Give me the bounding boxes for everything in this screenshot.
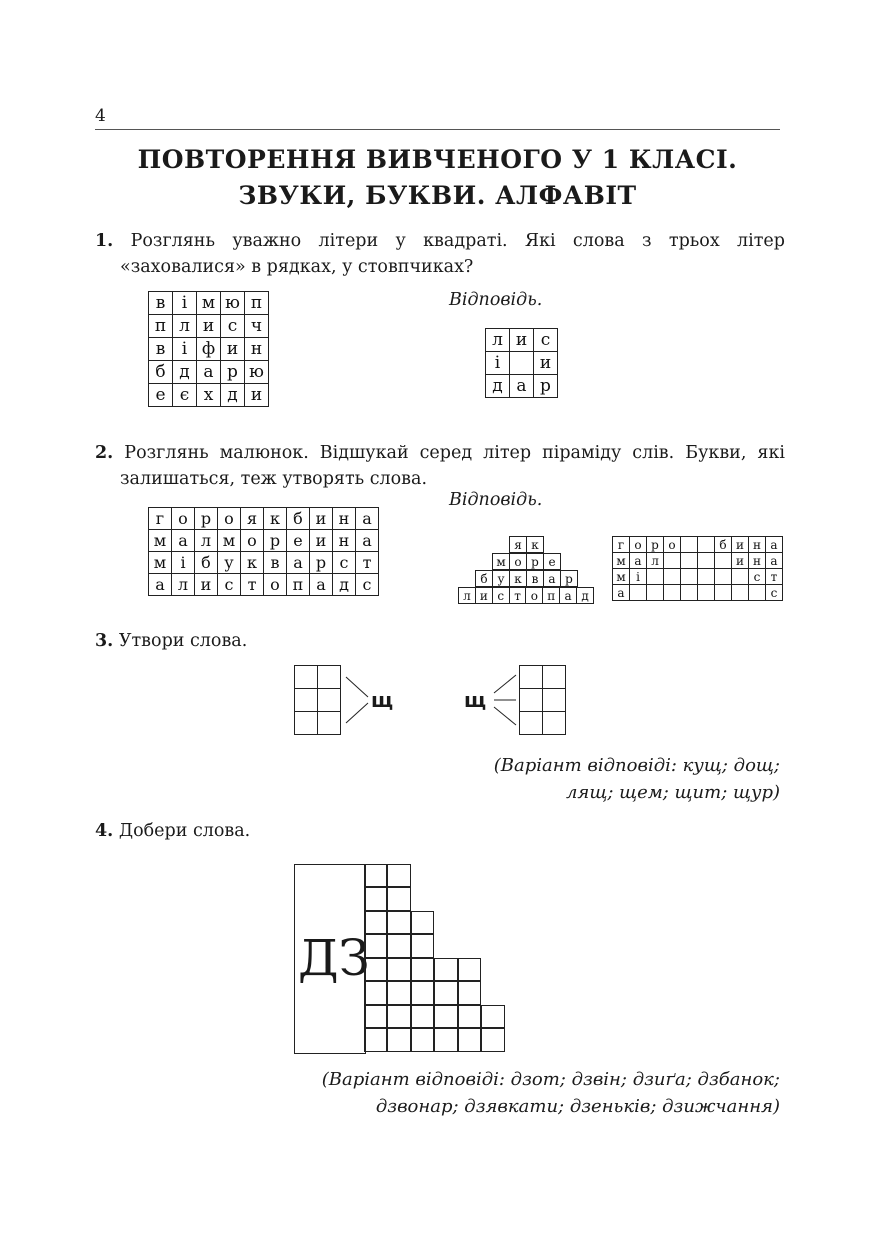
grid-cell: д bbox=[333, 574, 356, 596]
grid-cell: г bbox=[613, 537, 630, 553]
pyramid-row bbox=[459, 588, 594, 604]
grid-cell: и bbox=[510, 329, 534, 352]
grid-row bbox=[613, 553, 783, 569]
pyramid-row bbox=[493, 554, 561, 570]
grid-cell: в bbox=[264, 552, 287, 574]
grid-cell: и bbox=[310, 530, 333, 552]
grid-cell: є bbox=[173, 384, 197, 407]
grid-cell: х bbox=[197, 384, 221, 407]
grid-cell: ю bbox=[245, 361, 269, 384]
grid-cell: н bbox=[333, 530, 356, 552]
grid-cell: о bbox=[241, 530, 264, 552]
grid-cell: и bbox=[195, 574, 218, 596]
grid-cell: с bbox=[221, 315, 245, 338]
grid-cell: р bbox=[221, 361, 245, 384]
grid-cell: ф bbox=[197, 338, 221, 361]
grid-cell: к bbox=[264, 508, 287, 530]
grid-cell: а bbox=[510, 375, 534, 398]
grid-row bbox=[149, 384, 269, 407]
grid-cell: а bbox=[310, 574, 333, 596]
grid-cell: б bbox=[149, 361, 173, 384]
task-3 bbox=[95, 628, 785, 654]
task-4-text: Добери слова. bbox=[118, 821, 251, 841]
grid-cell bbox=[664, 553, 681, 569]
grid-cell: а bbox=[613, 585, 630, 601]
grid-cell bbox=[681, 585, 698, 601]
grid-cell: о bbox=[510, 554, 527, 570]
grid-cell: л bbox=[173, 315, 197, 338]
grid-cell: т bbox=[241, 574, 264, 596]
grid-cell bbox=[543, 666, 566, 689]
grid-cell bbox=[543, 712, 566, 735]
staircase-cell bbox=[434, 1028, 458, 1052]
staircase-cell bbox=[364, 887, 388, 911]
task-4-number: 4. bbox=[95, 821, 114, 841]
grid-cell: р bbox=[310, 552, 333, 574]
grid-cell: о bbox=[526, 588, 543, 604]
grid-cell: я bbox=[241, 508, 264, 530]
task-2-number: 2. bbox=[95, 443, 114, 463]
grid-cell bbox=[510, 352, 534, 375]
grid-cell: а bbox=[766, 537, 783, 553]
grid-cell: о bbox=[264, 574, 287, 596]
grid-cell: і bbox=[486, 352, 510, 375]
grid-cell bbox=[681, 569, 698, 585]
grid-cell: о bbox=[218, 508, 241, 530]
grid-cell bbox=[318, 712, 341, 735]
grid-cell: с bbox=[766, 585, 783, 601]
grid-cell bbox=[749, 585, 766, 601]
staircase-cell bbox=[364, 934, 388, 958]
box-row bbox=[520, 666, 566, 689]
grid-row bbox=[486, 329, 558, 352]
grid-row bbox=[149, 338, 269, 361]
grid-cell: о bbox=[172, 508, 195, 530]
staircase-cell bbox=[481, 1005, 505, 1029]
task-4-answer-line2: дзвонар; дзявкати; дзеньків; дзижчання) bbox=[375, 1096, 780, 1117]
grid-row bbox=[613, 537, 783, 553]
grid-cell: р bbox=[647, 537, 664, 553]
grid-cell: і bbox=[173, 292, 197, 315]
staircase-cell bbox=[458, 1005, 482, 1029]
staircase-cell bbox=[434, 958, 458, 982]
grid-cell: н bbox=[749, 553, 766, 569]
grid-cell: а bbox=[356, 508, 379, 530]
task-2-answer-label: Відповідь. bbox=[449, 490, 543, 510]
grid-cell bbox=[681, 537, 698, 553]
staircase-cell bbox=[387, 864, 411, 888]
task-3-right-box bbox=[519, 665, 566, 735]
staircase-cell bbox=[364, 911, 388, 935]
grid-cell: о bbox=[664, 537, 681, 553]
staircase-cell bbox=[364, 958, 388, 982]
task-3-left-letter: щ bbox=[371, 688, 394, 712]
grid-cell: р bbox=[264, 530, 287, 552]
grid-row bbox=[149, 530, 379, 552]
grid-cell: у bbox=[493, 571, 510, 587]
pyramid-row-4 bbox=[458, 587, 594, 604]
task-1-number: 1. bbox=[95, 231, 114, 251]
task-3-right-letter: щ bbox=[464, 688, 487, 712]
grid-cell: л bbox=[172, 574, 195, 596]
grid-cell bbox=[698, 569, 715, 585]
grid-cell: м bbox=[149, 552, 172, 574]
grid-cell: р bbox=[534, 375, 558, 398]
grid-cell bbox=[295, 712, 318, 735]
grid-cell: а bbox=[287, 552, 310, 574]
grid-cell: и bbox=[475, 588, 492, 604]
grid-cell: и bbox=[732, 537, 749, 553]
grid-row bbox=[613, 585, 783, 601]
grid-cell: а bbox=[766, 553, 783, 569]
grid-cell: в bbox=[149, 292, 173, 315]
grid-cell bbox=[732, 569, 749, 585]
page-title-line2: ЗВУКИ, БУКВИ. АЛФАВІТ bbox=[238, 181, 637, 210]
grid-cell bbox=[715, 569, 732, 585]
task-1-letter-grid bbox=[148, 291, 269, 407]
grid-cell: и bbox=[534, 352, 558, 375]
task-3-number: 3. bbox=[95, 631, 114, 651]
page-title-line1: ПОВТОРЕННЯ ВИВЧЕНОГО У 1 КЛАСІ. bbox=[137, 145, 738, 174]
task-1 bbox=[95, 228, 785, 280]
staircase-cell bbox=[387, 887, 411, 911]
staircase-cell bbox=[458, 958, 482, 982]
grid-cell: а bbox=[560, 588, 577, 604]
staircase-cell bbox=[481, 1028, 505, 1052]
task-1-answer-label: Відповідь. bbox=[449, 290, 543, 310]
staircase-cell bbox=[387, 981, 411, 1005]
grid-cell bbox=[520, 666, 543, 689]
pyramid-row bbox=[510, 537, 544, 553]
task-4-letters: ДЗ bbox=[298, 929, 370, 987]
grid-cell: п bbox=[287, 574, 310, 596]
staircase-cell bbox=[434, 1005, 458, 1029]
box-row bbox=[520, 712, 566, 735]
staircase-cell bbox=[458, 1028, 482, 1052]
grid-cell bbox=[647, 569, 664, 585]
grid-cell: и bbox=[310, 508, 333, 530]
grid-row bbox=[149, 292, 269, 315]
grid-cell: д bbox=[221, 384, 245, 407]
grid-cell bbox=[681, 553, 698, 569]
grid-cell: д bbox=[486, 375, 510, 398]
task-3-left-box bbox=[294, 665, 341, 735]
grid-cell: д bbox=[577, 588, 594, 604]
grid-cell bbox=[715, 585, 732, 601]
grid-cell: с bbox=[333, 552, 356, 574]
staircase-cell bbox=[411, 934, 435, 958]
box-row bbox=[295, 666, 341, 689]
grid-cell bbox=[630, 585, 647, 601]
grid-cell: с bbox=[534, 329, 558, 352]
grid-cell: н bbox=[245, 338, 269, 361]
grid-cell bbox=[520, 689, 543, 712]
grid-cell: б bbox=[715, 537, 732, 553]
task-3-answer-line1: (Варіант відповіді: кущ; дощ; bbox=[493, 755, 780, 776]
task-2-text: Розглянь малюнок. Відшукай серед літер піраміду слів. Букви, які залишаться, теж утворять слова. bbox=[120, 443, 785, 489]
grid-row bbox=[149, 508, 379, 530]
grid-cell: в bbox=[527, 571, 544, 587]
grid-cell: р bbox=[561, 571, 578, 587]
grid-cell: и bbox=[197, 315, 221, 338]
grid-cell: б bbox=[476, 571, 493, 587]
grid-row bbox=[149, 574, 379, 596]
grid-cell bbox=[664, 569, 681, 585]
task-1-text: Розглянь уважно літери у квадраті. Які слова з трьох літер «заховалися» в рядках, у стовпчиках? bbox=[120, 231, 785, 277]
staircase-cell bbox=[387, 958, 411, 982]
grid-cell: б bbox=[287, 508, 310, 530]
pyramid-row-1 bbox=[509, 536, 544, 553]
staircase-cell bbox=[434, 981, 458, 1005]
grid-cell bbox=[732, 585, 749, 601]
header-rule bbox=[95, 129, 780, 130]
task-2 bbox=[95, 440, 785, 492]
grid-cell bbox=[520, 712, 543, 735]
staircase-cell bbox=[411, 1028, 435, 1052]
staircase-cell bbox=[364, 1005, 388, 1029]
pyramid-row bbox=[476, 571, 578, 587]
grid-cell: л bbox=[486, 329, 510, 352]
task-3-left-connector bbox=[342, 665, 372, 735]
grid-cell: ю bbox=[221, 292, 245, 315]
grid-cell: с bbox=[492, 588, 509, 604]
grid-cell: п bbox=[245, 292, 269, 315]
grid-cell: м bbox=[613, 569, 630, 585]
grid-cell: м bbox=[197, 292, 221, 315]
grid-cell bbox=[647, 585, 664, 601]
grid-cell: н bbox=[749, 537, 766, 553]
grid-cell bbox=[715, 553, 732, 569]
grid-cell: р bbox=[195, 508, 218, 530]
grid-cell: а bbox=[172, 530, 195, 552]
grid-cell: ч bbox=[245, 315, 269, 338]
task-3-right-connector bbox=[490, 665, 520, 735]
grid-cell bbox=[318, 666, 341, 689]
grid-cell bbox=[295, 689, 318, 712]
grid-cell: е bbox=[149, 384, 173, 407]
grid-cell: к bbox=[241, 552, 264, 574]
task-1-answer-grid bbox=[485, 328, 558, 398]
staircase-cell bbox=[411, 911, 435, 935]
grid-cell: р bbox=[527, 554, 544, 570]
grid-cell bbox=[698, 585, 715, 601]
staircase-cell bbox=[411, 1005, 435, 1029]
pyramid-row-3 bbox=[475, 570, 578, 587]
grid-cell: м bbox=[613, 553, 630, 569]
task-4 bbox=[95, 818, 785, 844]
staircase-cell bbox=[411, 958, 435, 982]
grid-cell: а bbox=[630, 553, 647, 569]
box-row bbox=[520, 689, 566, 712]
grid-cell: л bbox=[459, 588, 476, 604]
staircase-cell bbox=[364, 981, 388, 1005]
task-2-letter-grid bbox=[148, 507, 379, 596]
pyramid-row-2 bbox=[492, 553, 561, 570]
grid-cell: е bbox=[544, 554, 561, 570]
grid-cell: і bbox=[630, 569, 647, 585]
grid-cell: м bbox=[218, 530, 241, 552]
grid-cell: т bbox=[766, 569, 783, 585]
grid-row bbox=[613, 569, 783, 585]
grid-cell: т bbox=[356, 552, 379, 574]
grid-row bbox=[149, 552, 379, 574]
grid-cell: л bbox=[195, 530, 218, 552]
grid-cell: к bbox=[510, 571, 527, 587]
grid-cell bbox=[698, 553, 715, 569]
grid-cell: и bbox=[732, 553, 749, 569]
grid-cell: г bbox=[149, 508, 172, 530]
grid-cell: п bbox=[543, 588, 560, 604]
box-row bbox=[295, 689, 341, 712]
grid-cell: т bbox=[509, 588, 526, 604]
grid-cell bbox=[295, 666, 318, 689]
staircase-cell bbox=[411, 981, 435, 1005]
staircase-cell bbox=[387, 934, 411, 958]
grid-cell: н bbox=[333, 508, 356, 530]
staircase-cell bbox=[387, 1005, 411, 1029]
grid-cell: с bbox=[356, 574, 379, 596]
grid-cell: м bbox=[149, 530, 172, 552]
grid-cell: к bbox=[527, 537, 544, 553]
task-3-answer-line2: лящ; щем; щит; щур) bbox=[565, 782, 780, 803]
grid-cell: а bbox=[544, 571, 561, 587]
task-3-text: Утвори слова. bbox=[118, 631, 248, 651]
grid-cell: і bbox=[173, 338, 197, 361]
task-2-remainder-grid bbox=[612, 536, 783, 601]
task-2-pyramid bbox=[458, 536, 594, 608]
grid-cell: б bbox=[195, 552, 218, 574]
grid-cell: и bbox=[245, 384, 269, 407]
grid-row bbox=[149, 361, 269, 384]
grid-cell bbox=[698, 537, 715, 553]
grid-cell: м bbox=[493, 554, 510, 570]
grid-row bbox=[486, 352, 558, 375]
grid-cell bbox=[664, 585, 681, 601]
grid-cell: а bbox=[197, 361, 221, 384]
grid-cell: о bbox=[630, 537, 647, 553]
grid-cell: я bbox=[510, 537, 527, 553]
grid-cell: с bbox=[749, 569, 766, 585]
staircase-cell bbox=[364, 1028, 388, 1052]
task-4-answer-line1: (Варіант відповіді: дзот; дзвін; дзиґа; дзбанок; bbox=[321, 1069, 780, 1090]
grid-cell: д bbox=[173, 361, 197, 384]
grid-cell: с bbox=[218, 574, 241, 596]
page-number: 4 bbox=[95, 106, 106, 126]
grid-row bbox=[486, 375, 558, 398]
grid-cell: а bbox=[149, 574, 172, 596]
staircase-cell bbox=[387, 1028, 411, 1052]
box-row bbox=[295, 712, 341, 735]
grid-cell: і bbox=[172, 552, 195, 574]
staircase-cell bbox=[387, 911, 411, 935]
grid-cell bbox=[318, 689, 341, 712]
grid-cell: а bbox=[356, 530, 379, 552]
staircase-cell bbox=[458, 981, 482, 1005]
grid-cell bbox=[543, 689, 566, 712]
grid-cell: е bbox=[287, 530, 310, 552]
grid-cell: в bbox=[149, 338, 173, 361]
grid-cell: и bbox=[221, 338, 245, 361]
grid-cell: у bbox=[218, 552, 241, 574]
staircase-cell bbox=[364, 864, 388, 888]
grid-cell: л bbox=[647, 553, 664, 569]
grid-cell: п bbox=[149, 315, 173, 338]
grid-row bbox=[149, 315, 269, 338]
